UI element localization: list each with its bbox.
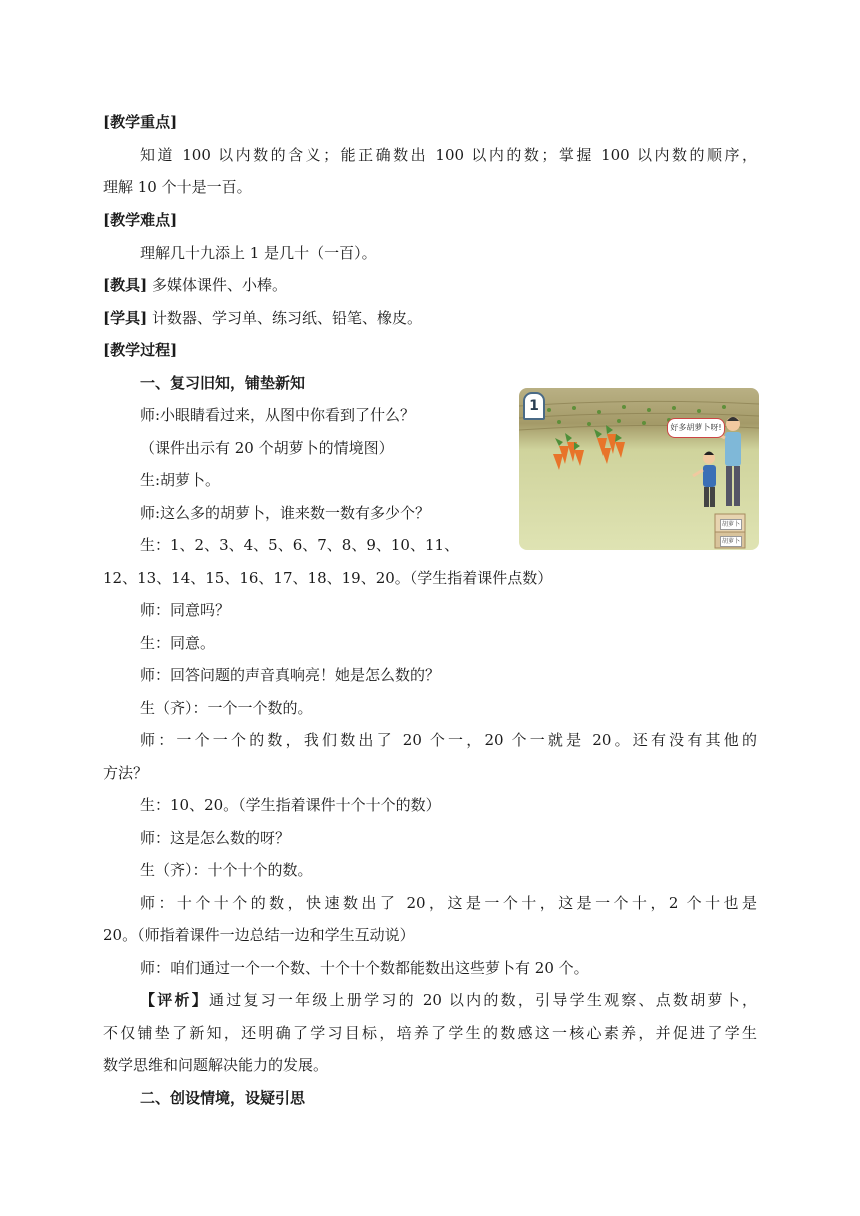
comment-line1 [140, 986, 757, 1014]
student-tools [103, 304, 757, 332]
carrot-pile-left [553, 433, 584, 470]
teaching-tools-text: 多媒体课件、小棒。 [151, 276, 287, 294]
dialogue-line: 师：回答问题的声音真响亮！她是怎么数的？ [140, 666, 441, 684]
dialogue-line: 师：这是怎么数的呀？ [140, 829, 291, 847]
figure-number-badge: 1 [523, 392, 545, 420]
part2-heading: 二、创设情境，设疑引思 [140, 1089, 306, 1107]
dialogue-line: 生（齐）：一个一个数的。 [140, 699, 313, 717]
comment-line2: 不仅铺垫了新知，还明确了学习目标，培养了学生的数感这一核心素养，并促进了学生 [103, 1024, 757, 1042]
dialogue-line: 生（齐）：十个十个的数。 [140, 861, 313, 879]
child-figure [693, 452, 716, 508]
box-label-bottom: 胡萝卜 [721, 538, 740, 545]
dialogue-line: 生：同意。 [140, 634, 216, 652]
difficulty-heading: [教学难点] [103, 211, 178, 229]
dialogue-line: 生：10、20。（学生指着课件十个十个的数） [140, 796, 441, 814]
student-tools-text: 计数器、学习单、练习纸、铅笔、橡皮。 [151, 309, 422, 327]
dialogue-line: 师：咱们通过一个一个数、十个十个数都能数出这些萝卜有 20 个。 [140, 959, 589, 977]
dialogue-line: 师：十个十个的数，快速数出了 20，这是一个十，这是一个十，2 个十也是 [140, 894, 757, 912]
teaching-tools-label: [教具] [103, 276, 148, 294]
dialogue-line: 师：一个一个的数，我们数出了 20 个一，20 个一就是 20。还有没有其他的 [140, 731, 757, 749]
comment-label: 【评析】 [140, 991, 209, 1009]
dialogue-line: 师:这么多的胡萝卜，谁来数一数有多少个？ [140, 504, 431, 522]
dialogue-line: 师：同意吗？ [140, 601, 231, 619]
dialogue-line: 20。（师指着课件一边总结一边和学生互动说） [103, 926, 415, 944]
dialogue-line: （课件出示有 20 个胡萝卜的情境图） [140, 439, 394, 457]
part1-heading: 一、复习旧知，铺垫新知 [140, 374, 306, 392]
carrot-field-illustration [519, 388, 759, 550]
comment-line3: 数学思维和问题解决能力的发展。 [103, 1056, 329, 1074]
process-heading: [教学过程] [103, 341, 178, 359]
dialogue-line: 方法？ [103, 764, 149, 782]
comment-text: 通过复习一年级上册学习的 20 以内的数，引导学生观察、点数胡萝卜， [208, 991, 757, 1009]
carrot-pile-right [594, 425, 625, 464]
dialogue-line: 师:小眼睛看过来，从图中你看到了什么？ [140, 406, 416, 424]
box-label-top: 胡萝卜 [721, 521, 740, 528]
teaching-tools [103, 271, 757, 299]
dialogue-line: 12、13、14、15、16、17、18、19、20。（学生指着课件点数） [103, 569, 553, 587]
dialogue-line: 生:胡萝卜。 [140, 471, 221, 489]
focus-heading: [教学重点] [103, 113, 178, 131]
focus-text-line1: 知道 100 以内数的含义；能正确数出 100 以内的数；掌握 100 以内数的顺序， [140, 146, 757, 164]
speech-bubble: 好多胡萝卜呀! [667, 418, 725, 438]
focus-text-line2: 理解 10 个十是一百。 [103, 178, 252, 196]
difficulty-text: 理解几十九添上 1 是几十（一百）。 [140, 244, 377, 262]
student-tools-label: [学具] [103, 309, 148, 327]
dialogue-line: 生：1、2、3、4、5、6、7、8、9、10、11、 [140, 536, 460, 554]
